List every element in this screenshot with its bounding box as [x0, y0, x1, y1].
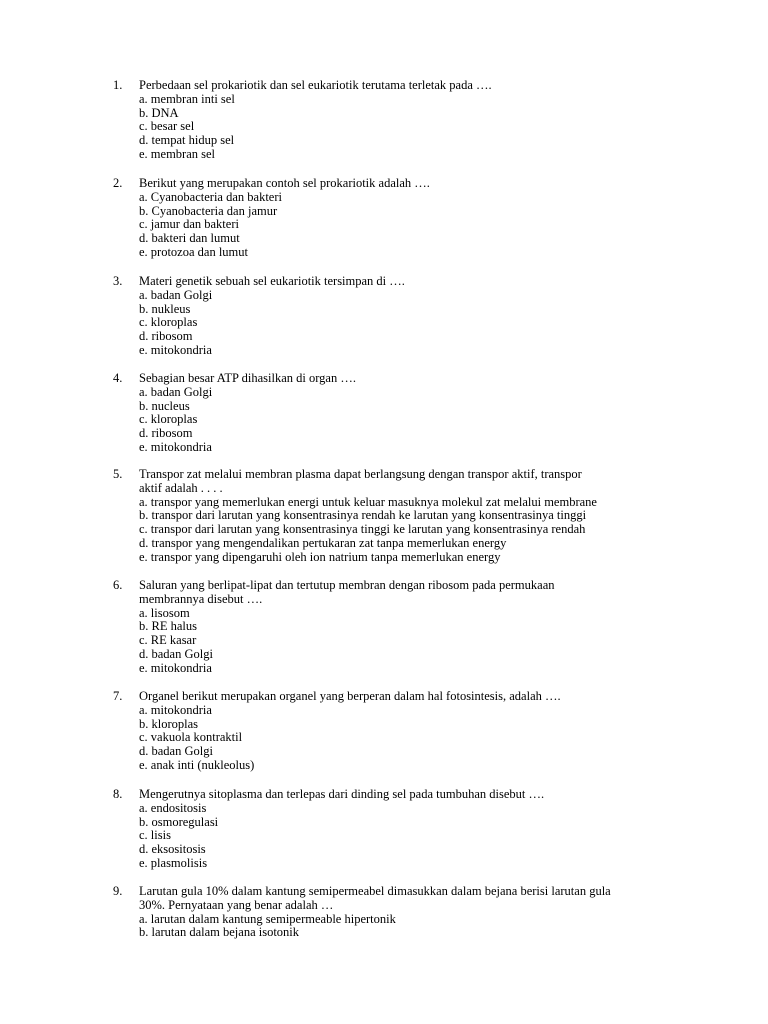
- answer-option-b: b. Cyanobacteria dan jamur: [139, 203, 278, 218]
- question-number: 6.: [113, 578, 123, 592]
- answer-option-d: d. eksositosis: [139, 842, 206, 857]
- answer-option-c: c. vakuola kontraktil: [139, 730, 243, 745]
- answer-option-d: d. badan Golgi: [139, 744, 213, 759]
- answer-option-c: c. transpor dari larutan yang konsentrasinya tinggi ke larutan yang konsentrasinya rendah: [139, 522, 586, 537]
- answer-options: [113, 191, 673, 260]
- answer-option-a: a. badan Golgi: [139, 384, 213, 399]
- question-6: [113, 579, 673, 676]
- question-4: [113, 372, 673, 455]
- answer-option-c: c. kloroplas: [139, 412, 198, 427]
- question-text: Organel berikut merupakan organel yang berperan dalam hal fotosintesis, adalah ….: [139, 689, 561, 703]
- question-number: 3.: [113, 274, 123, 288]
- answer-option-b: b. kloroplas: [139, 716, 199, 731]
- answer-options: [113, 386, 673, 455]
- question-text: Materi genetik sebuah sel eukariotik tersimpan di ….: [139, 274, 405, 288]
- answer-option-d: d. transpor yang mengendalikan pertukaran zat tanpa memerlukan energy: [139, 535, 507, 550]
- answer-options: [113, 913, 673, 941]
- answer-option-a: a. membran inti sel: [139, 91, 235, 106]
- answer-options: [113, 704, 673, 773]
- answer-option-d: d. bakteri dan lumut: [139, 231, 240, 246]
- question-2: [113, 177, 673, 260]
- answer-option-e: e. anak inti (nukleolus): [139, 757, 255, 772]
- answer-option-b: b. RE halus: [139, 619, 197, 634]
- answer-option-a: a. larutan dalam kantung semipermeable hipertonik: [139, 911, 396, 926]
- answer-option-a: a. badan Golgi: [139, 287, 213, 302]
- answer-option-e: e. mitokondria: [139, 439, 212, 454]
- question-text: Sebagian besar ATP dihasilkan di organ ….: [139, 371, 356, 385]
- question-number: 9.: [113, 884, 123, 898]
- answer-options: [113, 496, 673, 565]
- question-3: [113, 275, 673, 358]
- answer-option-d: d. ribosom: [139, 329, 193, 344]
- question-5: [113, 468, 673, 565]
- question-number: 7.: [113, 689, 123, 703]
- answer-option-c: c. RE kasar: [139, 633, 197, 648]
- question-number: 4.: [113, 371, 123, 385]
- question-text: Larutan gula 10% dalam kantung semipermeabel dimasukkan dalam bejana berisi larutan gula: [139, 884, 611, 898]
- question-9: [113, 885, 673, 940]
- answer-option-b: b. larutan dalam bejana isotonik: [139, 925, 300, 940]
- question-number: 8.: [113, 787, 123, 801]
- answer-option-e: e. transpor yang dipengaruhi oleh ion natrium tanpa memerlukan energy: [139, 549, 501, 564]
- question-text: Perbedaan sel prokariotik dan sel eukariotik terutama terletak pada ….: [139, 78, 492, 92]
- question-text: Transpor zat melalui membran plasma dapat berlangsung dengan transpor aktif, transpor: [139, 467, 582, 481]
- answer-option-e: e. membran sel: [139, 146, 216, 161]
- question-text: Saluran yang berlipat-lipat dan tertutup membran dengan ribosom pada permukaan: [139, 578, 555, 592]
- answer-option-e: e. mitokondria: [139, 660, 212, 675]
- answer-options: [113, 289, 673, 358]
- answer-option-b: b. osmoregulasi: [139, 814, 219, 829]
- answer-option-b: b. nucleus: [139, 398, 190, 413]
- question-number: 2.: [113, 176, 123, 190]
- answer-option-a: a. transpor yang memerlukan energi untuk keluar masuknya molekul zat melalui membrane: [139, 494, 597, 509]
- question-text-continued: membrannya disebut ….: [139, 591, 263, 606]
- question-8: [113, 788, 673, 871]
- answer-option-c: c. kloroplas: [139, 315, 198, 330]
- answer-option-c: c. lisis: [139, 828, 171, 843]
- answer-option-d: d. badan Golgi: [139, 646, 213, 661]
- question-text-continued: aktif adalah . . . .: [139, 480, 223, 495]
- question-text-continued: 30%. Pernyataan yang benar adalah …: [139, 897, 334, 912]
- answer-option-b: b. transpor dari larutan yang konsentrasinya rendah ke larutan yang konsentrasinya tinggi: [139, 508, 587, 523]
- answer-option-a: a. lisosom: [139, 605, 190, 620]
- answer-option-d: d. tempat hidup sel: [139, 133, 235, 148]
- answer-option-a: a. endositosis: [139, 800, 207, 815]
- answer-option-e: e. mitokondria: [139, 342, 212, 357]
- answer-options: [113, 93, 673, 162]
- question-1: [113, 79, 673, 162]
- answer-option-b: b. nukleus: [139, 301, 191, 316]
- answer-option-b: b. DNA: [139, 105, 179, 120]
- answer-option-a: a. mitokondria: [139, 702, 212, 717]
- answer-options: [113, 607, 673, 676]
- question-number: 1.: [113, 78, 123, 92]
- answer-options: [113, 802, 673, 871]
- answer-option-c: c. jamur dan bakteri: [139, 217, 239, 232]
- answer-option-c: c. besar sel: [139, 119, 195, 134]
- question-number: 5.: [113, 467, 123, 481]
- question-text: Berikut yang merupakan contoh sel prokariotik adalah ….: [139, 176, 430, 190]
- answer-option-e: e. protozoa dan lumut: [139, 244, 248, 259]
- question-text: Mengerutnya sitoplasma dan terlepas dari dinding sel pada tumbuhan disebut ….: [139, 787, 545, 801]
- answer-option-e: e. plasmolisis: [139, 855, 208, 870]
- answer-option-d: d. ribosom: [139, 426, 193, 441]
- question-7: [113, 690, 673, 773]
- answer-option-a: a. Cyanobacteria dan bakteri: [139, 189, 282, 204]
